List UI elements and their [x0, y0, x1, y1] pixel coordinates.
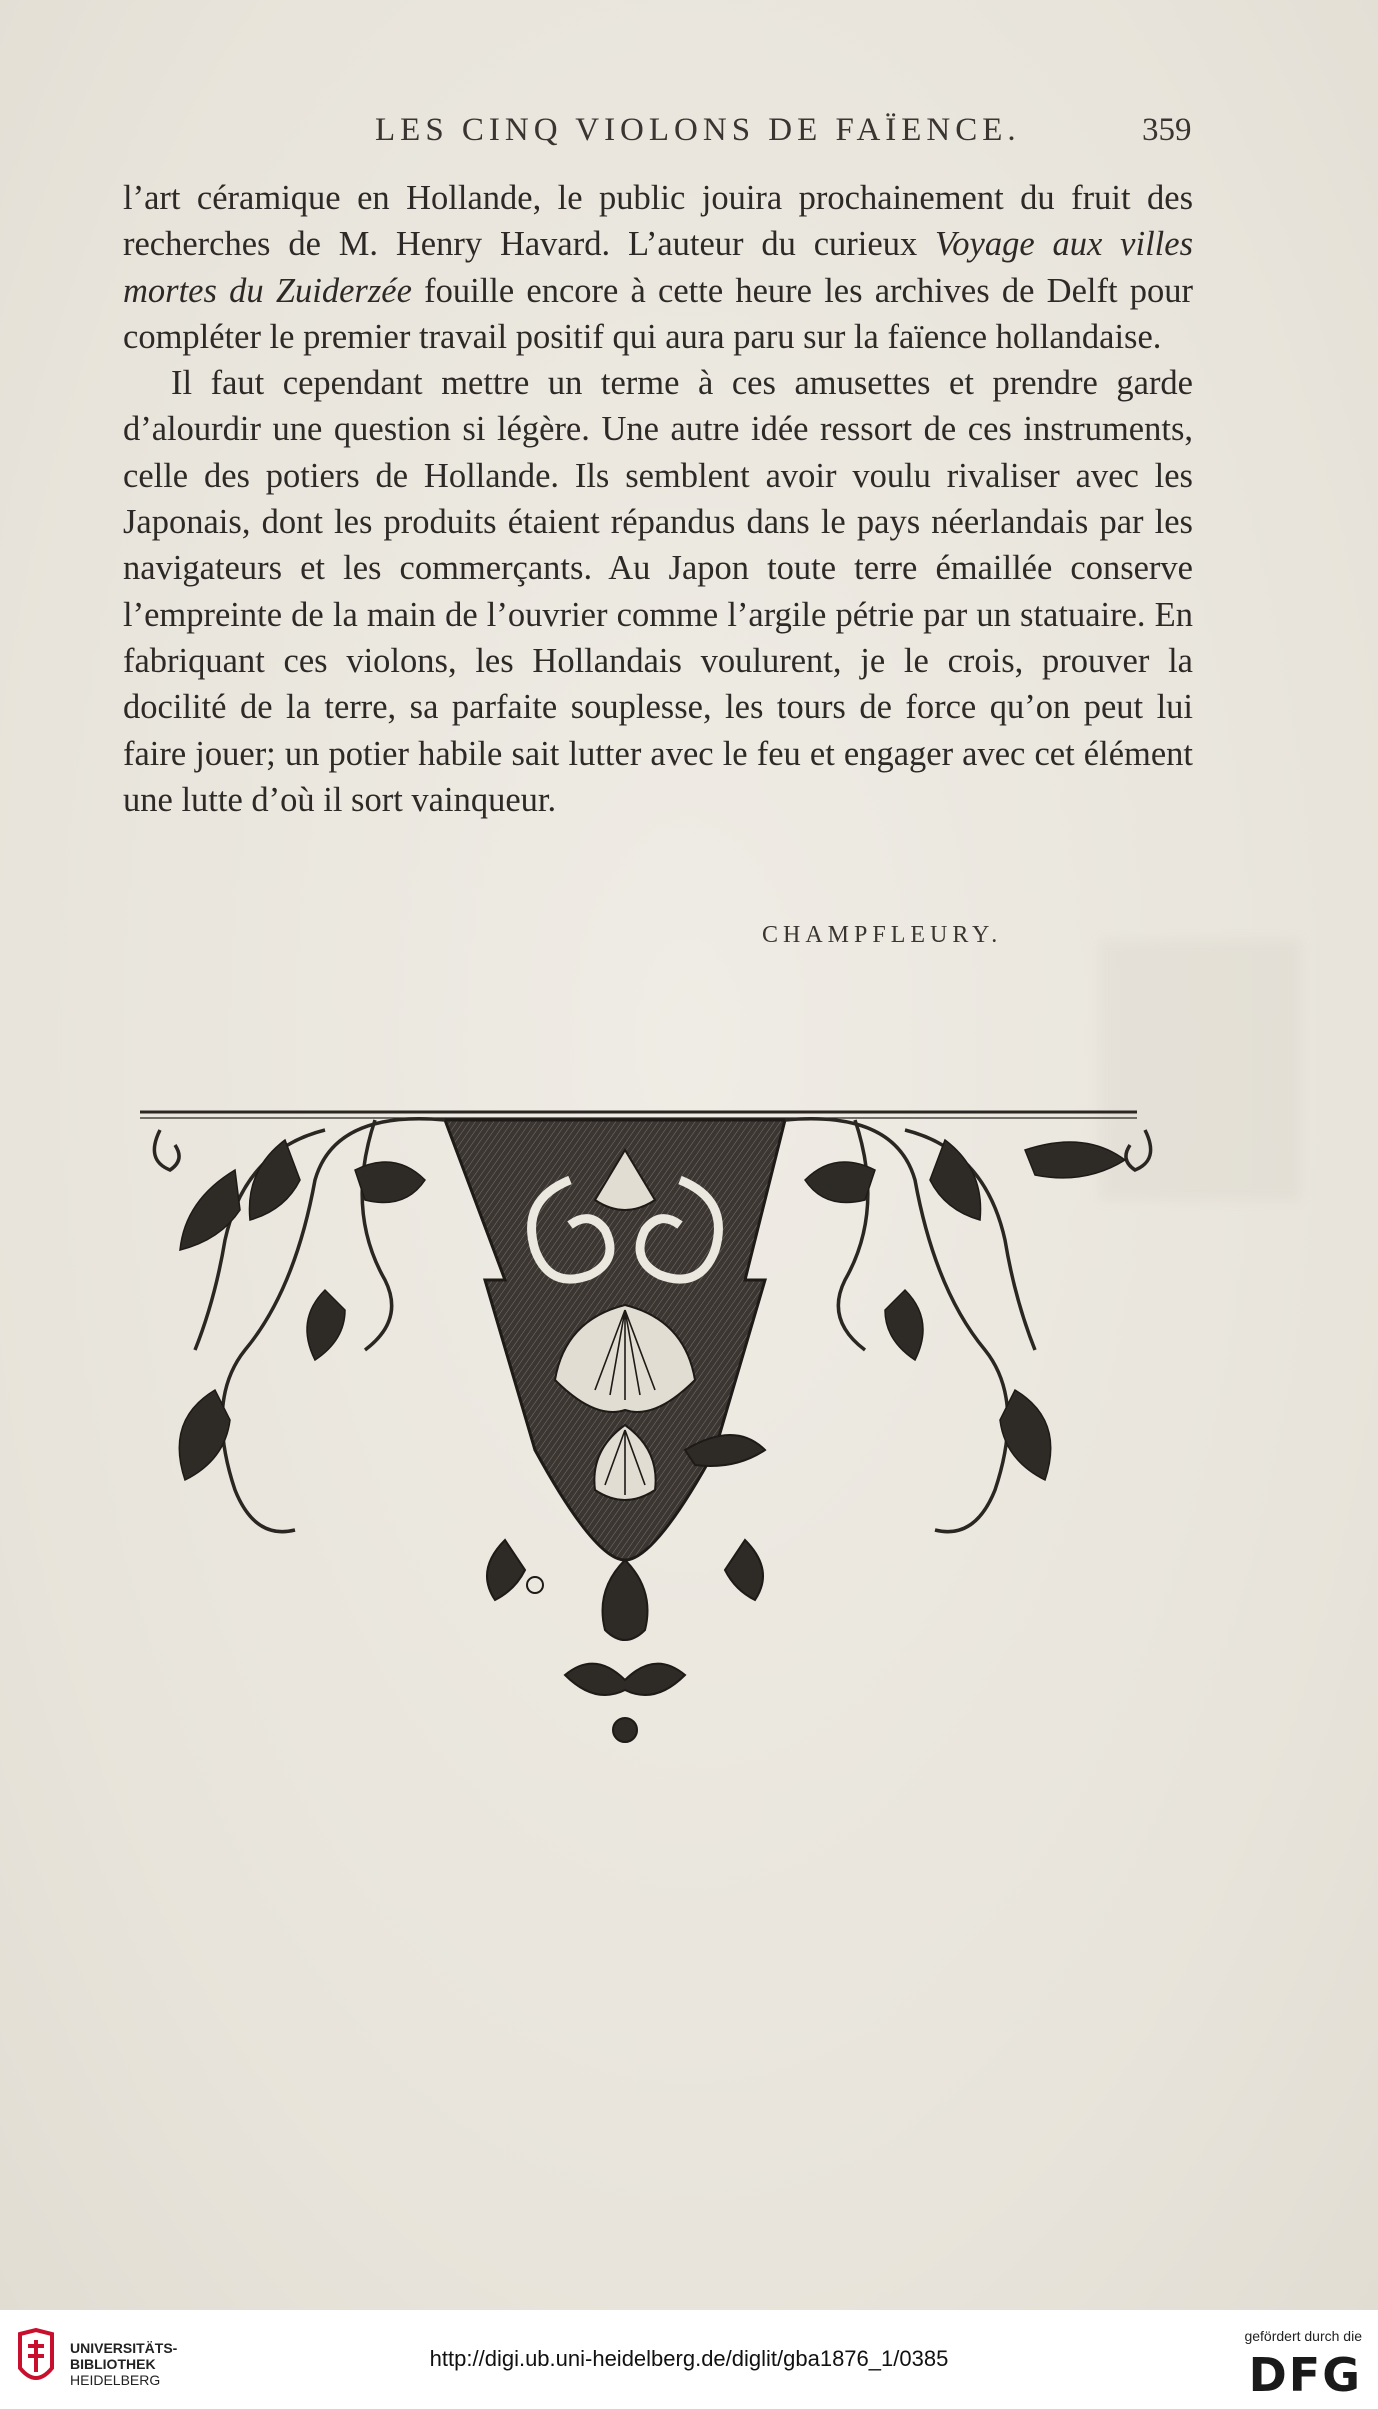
running-head [0, 112, 1378, 156]
author-signature: CHAMPFLEURY. [762, 922, 1003, 948]
page-number: 359 [1142, 112, 1192, 148]
body-text [123, 175, 1193, 823]
funding-caption: gefördert durch die [1244, 2328, 1362, 2344]
permalink-url[interactable]: http://digi.ub.uni-heidelberg.de/diglit/gba1876_1/0385 [429, 2346, 949, 2371]
paragraph-1-text-b: fouille encore à cette heure les archives de Delft pour compléter le premier travail positif qui aura paru sur la faïence hollandaise. [123, 271, 1193, 356]
digitization-footer [0, 2310, 1378, 2409]
book-title-italic: Voyage aux villes mortes du Zuiderzée [123, 225, 1193, 310]
paragraph-1-text-a: l’art céramique en Hollande, le public jouira prochainement du fruit des recherches de M. Henry Havard. L’auteur du curieux [123, 179, 1193, 264]
dfg-logo: DFG [1248, 2348, 1362, 2402]
library-name-line-3: HEIDELBERG [70, 2372, 161, 2388]
engraved-ornament-illustration [125, 1090, 1185, 1770]
running-title: LES CINQ VIOLONS DE FAÏENCE. [375, 112, 1021, 148]
library-name-line-2: BIBLIOTHEK [70, 2356, 156, 2372]
paragraph-2: Il faut cependant mettre un terme à ces amusettes et prendre garde d’alourdir une question si légère. Une autre idée ressort de ces instruments, celle des potiers de Hollande. Ils semblent avoir voulu rivaliser avec les Japonais, dont les produits étaient répandus dans le pays néerlandais par les navigateurs et les commerçants. Au Japon toute terre émaillée conserve l’empreinte de la main de l’ouvrier comme l’argile pétrie par un statuaire. En fabriquant ces violons, les Hollandais voulurent, je le crois, prouver la docilité de la terre, sa parfaite souplesse, les tours de force qu’on peut lui faire jouer; un potier habile sait lutter avec le feu et engager avec cet élément une lutte d’où il sort vainqueur. [123, 364, 1193, 819]
paragraph-1 [123, 175, 1193, 360]
library-name-line-1: UNIVERSITÄTS- [70, 2340, 178, 2356]
